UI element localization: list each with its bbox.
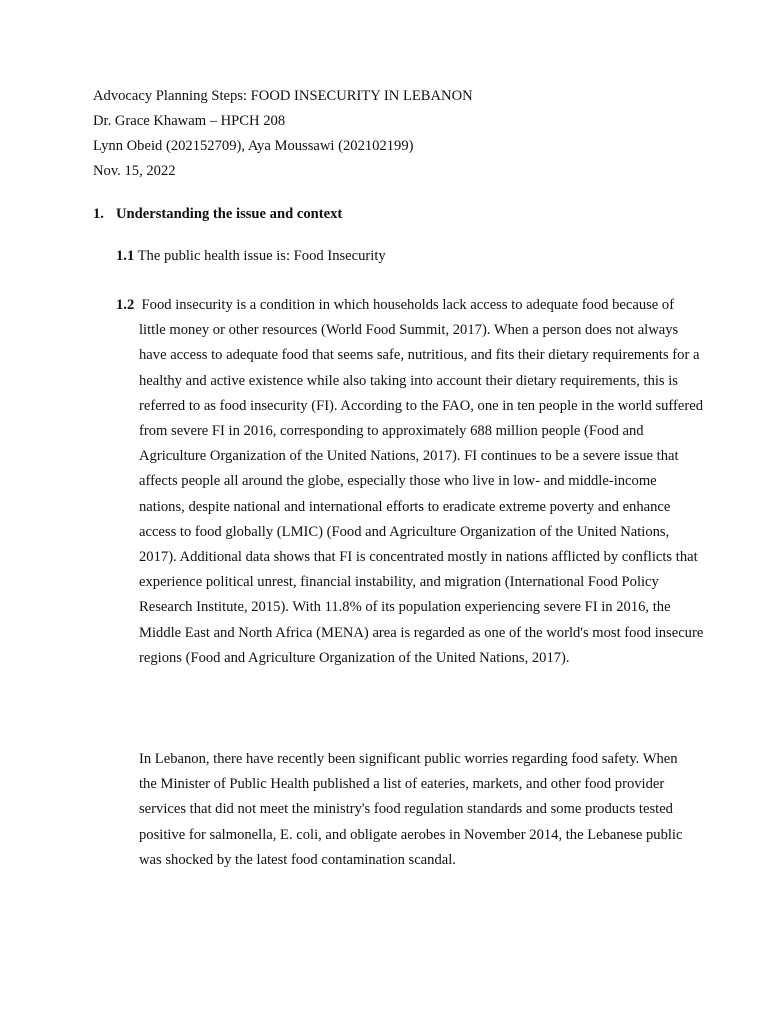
lebanon-paragraph: In Lebanon, there have recently been significant public worries regarding food safety. When the Minister of Public Health published a list of eateries, markets, and other food provider services that did not meet the ministry's food regulation standards and some products tested positive for salmonella, E. coli, and obligate aerobes in November 2014, the Lebanese public was shocked by the latest food contamination scandal.: [139, 751, 683, 868]
item-1-2-number: 1.2: [116, 297, 135, 313]
instructor-line: Dr. Grace Khawam – HPCH 208: [93, 113, 286, 129]
section-title: Understanding the issue and context: [116, 206, 343, 222]
section-number: 1.: [93, 206, 104, 222]
section-heading: [93, 205, 342, 223]
date-line: Nov. 15, 2022: [93, 163, 176, 179]
item-1-2-text: Food insecurity is a condition in which households lack access to adequate food because of little money or other resources (World Food Summit, 2017). When a person does not always have access to adequate food that seems safe, nutritious, and fits their dietary requirements for a healthy and active existence while also taking into account their dietary requirements, this is referred to as food insecurity (FI). According to the FAO, one in ten people in the world suffered from severe FI in 2016, corresponding to approximately 688 million people (Food and Agriculture Organization of the United Nations, 2017). FI continues to be a severe issue that affects people all around the globe, especially those who live in low- and middle-income nations, despite national and international efforts to eradicate extreme poverty and enhance access to food globally (LMIC) (Food and Agriculture Organization of the United Nations, 2017). Additional data shows that FI is concentrated mostly in nations afflicted by conflicts that experience political unrest, financial instability, and migration (International Food Policy Research Institute, 2015). With 11.8% of its population experiencing severe FI in 2016, the Middle East and North Africa (MENA) area is regarded as one of the world's most food insecure regions (Food and Agriculture Organization of the United Nations, 2017).: [139, 297, 704, 666]
item-1-1: [116, 247, 386, 265]
authors-line: Lynn Obeid (202152709), Aya Moussawi (202102199): [93, 138, 414, 154]
item-1-1-text: The public health issue is: Food Insecurity: [137, 248, 386, 264]
document-title: Advocacy Planning Steps: FOOD INSECURITY IN LEBANON: [93, 88, 473, 104]
item-1-1-number: 1.1: [116, 248, 135, 264]
item-1-2-paragraph: [116, 293, 704, 671]
